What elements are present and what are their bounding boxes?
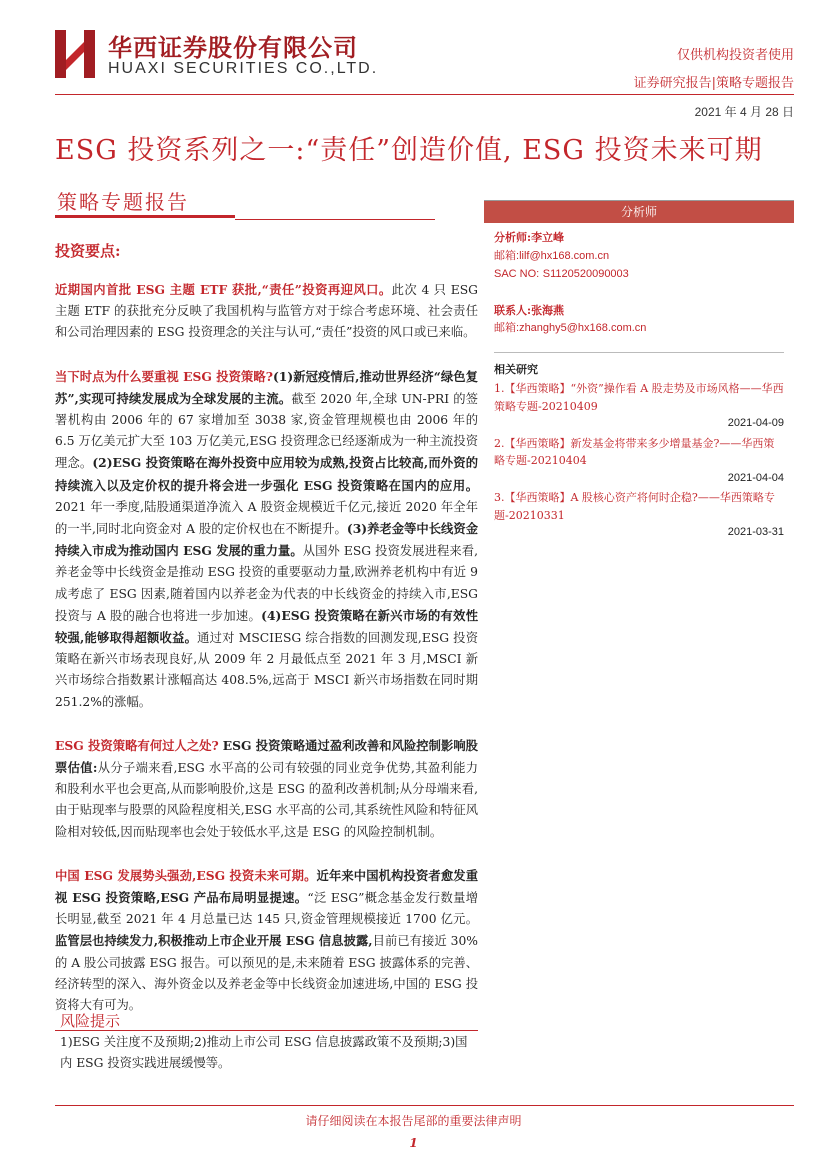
contact-name: 张海燕 — [531, 303, 565, 317]
company-name-cn: 华西证券股份有限公司 — [108, 34, 358, 62]
analyst-sidebar — [484, 200, 794, 544]
audience-note: 仅供机构投资者使用 — [676, 48, 794, 63]
sac-number: S1120520090003 — [542, 268, 629, 280]
page-number: 1 — [409, 1136, 418, 1150]
key-points-section — [55, 240, 478, 1038]
key-point-paragraph: ESG 投资策略有何过人之处? ESG 投资策略通过盈利改善和风险控制影响股票估值:从分子端来看,ESG 水平高的公司有较强的同业竞争优势,其盈利能力和股利水平也会更高,从而影响股价,这是 ESG 的盈利改善机制;从分母端来看,由于贴现率与股票的风险程度相关,ESG 水平高的公司,其系统性风险和特征风险相对较低,因而贴现率也会处于较低水平,这是 ESG 的风险控制机制。 — [55, 737, 479, 839]
contact-name-row: 联系人:张海燕 — [494, 303, 565, 317]
risk-heading: 风险提示 — [60, 1012, 121, 1030]
subtitle-rule — [235, 219, 435, 220]
report-category: 证券研究报告|策略专题报告 — [633, 76, 794, 91]
subtitle-underline — [55, 215, 235, 218]
analyst-name-row: 分析师:李立峰 — [494, 231, 565, 244]
analyst-name: 李立峰 — [531, 231, 565, 244]
report-date: 2021 年 4 月 28 日 — [694, 105, 794, 119]
key-point-paragraph: 中国 ESG 发展势头强劲,ESG 投资未来可期。近年来中国机构投资者愈发重视 ESG 投资策略,ESG 产品布局明显提速。“泛 ESG”概念基金发行数量增长明显,截至 2021 年 4 月总量已达 145 只,资金管理规模接近 1700 亿元。监管层也持续发力,积极推动上市企业开展 ESG 信息披露,目前已有接近 30%的 A 股公司披露 ESG 报告。可以预见的是,未来随着 ESG 披露体系的完善、经济转型的深入、海外资金以及养老金等中长线资金加速进场,中国的 ESG 投资将大有可为。 — [55, 867, 478, 1013]
huaxi-logo-icon — [55, 30, 95, 78]
report-subtitle: 策略专题报告 — [57, 190, 189, 214]
key-point-paragraph: 近期国内首批 ESG 主题 ETF 获批,“责任”投资再迎风口。此次 4 只 ESG 主题 ETF 的获批充分反映了我国机构与监管方对于综合考虑环境、社会责任和公司治理因素的 ESG 投资理念的关注与认可,“责任”投资的风口或已来临。 — [55, 282, 478, 340]
risk-divider — [55, 1030, 478, 1031]
related-item[interactable]: 2.【华西策略】新发基金将带来多少增量基金?——华西策略专题-20210404 2021-04-04 — [494, 436, 784, 484]
sidebar-divider — [494, 352, 784, 353]
key-point-paragraph: 当下时点为什么要重视 ESG 投资策略?(1)新冠疫情后,推动世界经济“绿色复苏”,实现可持续发展成为全球发展的主流。截至 2020 年,全球 UN-PRI 的签署机构由 2006 年的 67 家增加至 3038 家,资金管理规模也由 2006 年的 6.5 万亿美元扩大至 103 万亿美元,ESG 投资理念已经逐渐成为一种主流投资理念。(2)ESG 投资策略在海外投资中应用较为成熟,投资占比较高,而外资的持续流入以及定价权的提升将会进一步强化 ESG 投资策略在国内的应用。2021 年一季度,陆股通渠道净流入 A 股资金规模近千亿元,接近 2020 年全年的一半,同时北向资金对 A 股的定价权也在不断提升。(3)养老金等中长线资金持续入市成为推动国内 ESG 发展的重力量。从国外 ESG 投资发展进程来看,养老金等中长线资金是推动 ESG 投资的重要驱动力量,欧洲养老机构中有近 9 成考虑了 ESG 因素,随着国内以养老金为代表的中长线资金的持续入市,ESG 投资与 A 股的融合也将进一步加速。(4)ESG 投资策略在新兴市场的有效性较强,能够取得超额收益。通过对 MSCIESG 综合指数的回测发现,ESG 投资策略在新兴市场表现良好,从 2009 年 2 月最低点至 2021 年 3 月,MSCI 新兴市场综合指数累计涨幅高达 408.5%,远高于 MSCI 新兴市场指数在同时期 251.2%的涨幅。 — [55, 368, 479, 709]
report-title: ESG 投资系列之一:“责任”创造价值, ESG 投资未来可期 — [55, 135, 763, 166]
sac-row: SAC NO: S1120520090003 — [494, 268, 629, 280]
analyst-email-row: 邮箱:lilf@hx168.com.cn — [494, 249, 610, 262]
risk-text: 1)ESG 关注度不及预期;2)推动上市公司 ESG 信息披露政策不及预期;3)国内 ESG 投资实践进展缓慢等。 — [60, 1035, 468, 1070]
company-name-en: HUAXI SECURITIES CO.,LTD. — [108, 60, 379, 77]
sidebar-heading: 分析师 — [484, 201, 794, 223]
legal-notice: 请仔细阅读在本报告尾部的重要法律声明 — [305, 1114, 522, 1128]
footer-divider — [55, 1105, 794, 1106]
related-item[interactable]: 1.【华西策略】“外资”操作看 A 股走势及市场风格——华西策略专题-20210409 2021-04-09 — [494, 382, 784, 429]
related-item[interactable]: 3.【华西策略】A 股核心资产将何时企稳?——华西策略专题-20210331 2021-03-31 — [494, 491, 784, 538]
header-divider — [55, 94, 794, 95]
analyst-email[interactable]: lilf@hx168.com.cn — [519, 249, 610, 262]
key-points-heading: 投资要点: — [55, 242, 121, 260]
related-research-heading: 相关研究 — [494, 362, 538, 376]
contact-email[interactable]: zhanghy5@hx168.com.cn — [519, 322, 647, 334]
contact-email-row: 邮箱:zhanghy5@hx168.com.cn — [494, 322, 647, 334]
